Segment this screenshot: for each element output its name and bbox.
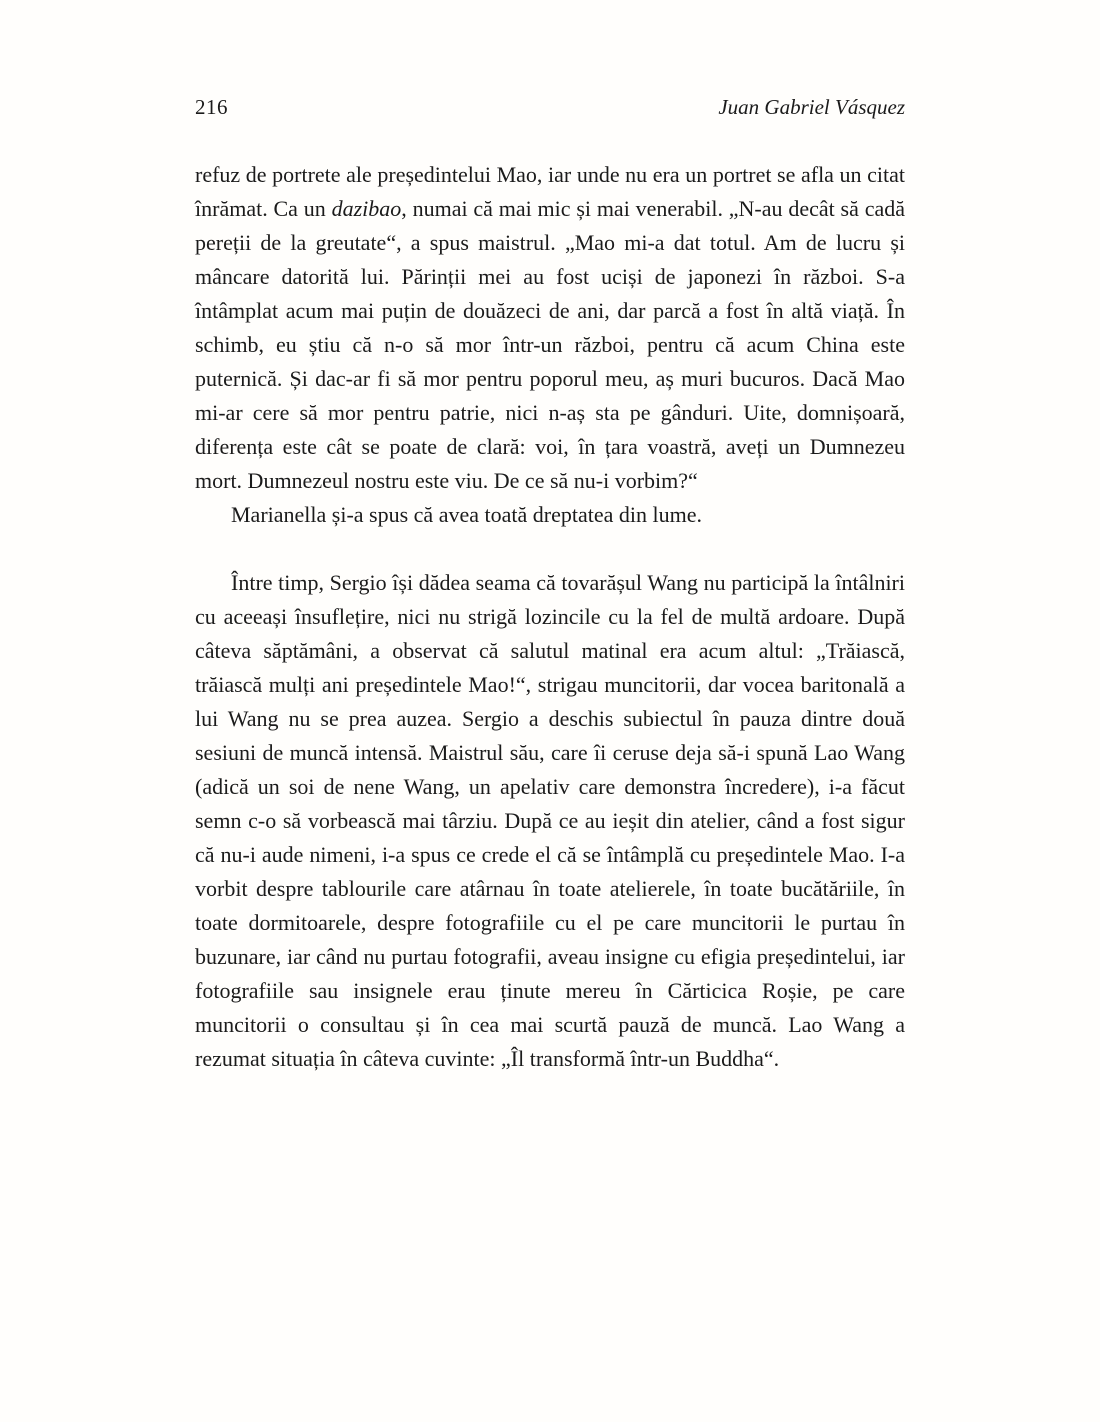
running-header (195, 94, 905, 120)
page-number: 216 (195, 95, 228, 119)
page-body (195, 158, 905, 1076)
paragraph-1 (195, 158, 905, 498)
paragraph-3: Între timp, Sergio își dădea seama că tovarășul Wang nu participă la întâlniri cu aceeași însuflețire, nici nu strigă lozincile cu la fel de multă ardoare. După câteva săptămâni, a observat că salutul matinal era acum altul: „Trăiască, trăiască mulți ani președintele Mao!“, strigau muncitorii, dar vocea baritonală a lui Wang nu se prea auzea. Sergio a deschis subiectul în pauza dintre două sesiuni de muncă intensă. Maistrul său, care îi ceruse deja să-i spună Lao Wang (adică un soi de nene Wang, un apelativ care demonstra încredere), i-a făcut semn c-o să vorbească mai târziu. După ce au ieșit din atelier, când a fost sigur că nu-i aude nimeni, i-a spus ce crede el că se întâmplă cu președintele Mao. I-a vorbit despre tablourile care atârnau în toate atelierele, în toate bucătăriile, în toate dormitoarele, despre fotografiile cu el pe care muncitorii le purtau în buzunare, iar când nu purtau fotografii, aveau insigne cu efigia președintelui, iar fotografiile sau insignele erau ținute mereu în Cărticica Roșie, pe care muncitorii o consultau și în cea mai scurtă pauză de muncă. Lao Wang a rezumat situația în câteva cuvinte: „Îl transformă într-un Buddha“. (195, 570, 905, 1071)
paragraph-1-text-b: , numai că mai mic și mai venerabil. „N-au decât să cadă pereții de la greutate“, a spus maistrul. „Mao mi-a dat totul. Am de lucru și mâncare datorită lui. Părinții mei au fost uciși de japonezi în război. S-a întâmplat acum mai puțin de douăzeci de ani, dar parcă a fost în altă viață. În schimb, eu știu că n-o să mor într-un război, pentru că acum China este puternică. Și dac-ar fi să mor pentru poporul meu, aș muri bucuros. Dacă Mao mi-ar cere să mor pentru patrie, nici n-aș sta pe gânduri. Uite, domnișoară, diferența este cât se poate de clară: voi, în țara voastră, aveți un Dumnezeu mort. Dumnezeul nostru este viu. De ce să nu-i vorbim?“ (195, 196, 905, 493)
running-header-author: Juan Gabriel Vásquez (718, 95, 905, 119)
italic-term-dazibao: dazibao (331, 196, 402, 221)
paragraph-2: Marianella și-a spus că avea toată dreptatea din lume. (231, 502, 702, 527)
paragraph-1-text-a: refuz de portrete ale președintelui Mao, iar unde nu era un portret se afla un citat înrămat. Ca un (195, 162, 905, 221)
